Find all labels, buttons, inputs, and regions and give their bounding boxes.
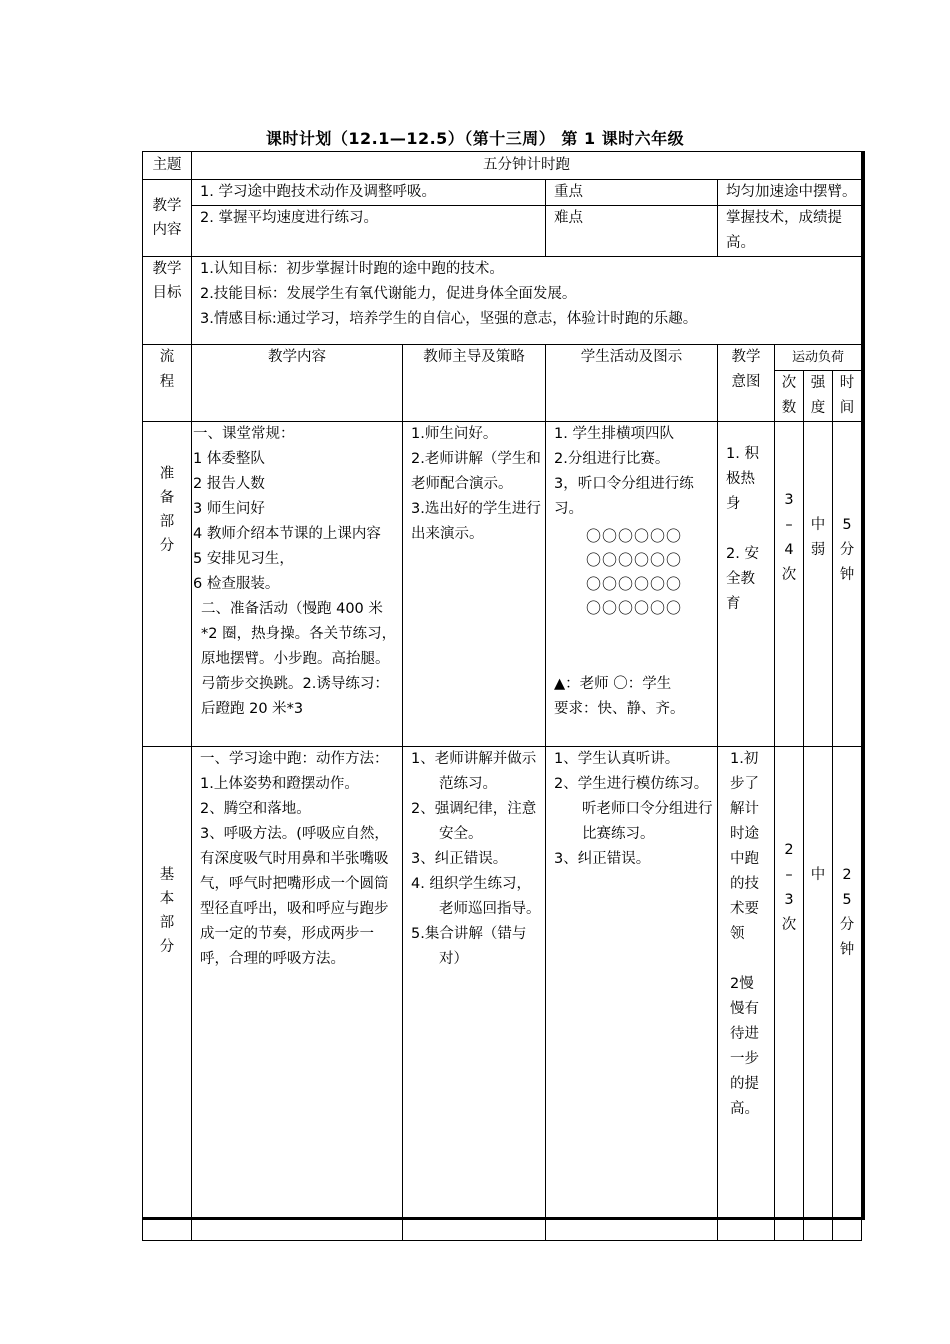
key-label: 重点 bbox=[546, 180, 718, 206]
prep-teacher-line: 1.师生问好。 bbox=[411, 426, 498, 442]
prep-content-line: 1 体委整队 bbox=[193, 451, 265, 467]
basic-student bbox=[546, 747, 718, 1241]
prep-count: 3 – 4 次 bbox=[775, 422, 804, 747]
goal-item-3: 3.情感目标:通过学习，培养学生的自信心，坚强的意志，体验计时跑的乐趣。 bbox=[200, 311, 698, 327]
prep-intent: 1. 积极热身 2. 安全教育 bbox=[718, 422, 775, 747]
header-time: 时 间 bbox=[833, 371, 862, 422]
prep-content-line: 3 师生问好 bbox=[193, 501, 265, 517]
basic-teacher-line: 1、老师讲解并做示范练习。 bbox=[411, 751, 537, 792]
header-intent: 教学 意图 bbox=[718, 345, 775, 422]
basic-label: 基 本 部 分 bbox=[143, 747, 192, 1241]
prep-student-line: 3，听口令分组进行练习。 bbox=[554, 476, 694, 517]
formation-row: 〇〇〇〇〇〇 bbox=[585, 599, 682, 617]
goals-row bbox=[143, 257, 862, 345]
formation-row: 〇〇〇〇〇〇 bbox=[585, 551, 682, 569]
basic-content-line: 1.上体姿势和蹬摆动作。 bbox=[200, 776, 359, 792]
prep-content-line: 4 教师介绍本节课的上课内容 bbox=[193, 526, 381, 542]
basic-student-line: 3、纠正错误。 bbox=[554, 851, 651, 867]
basic-intensity: 中 bbox=[804, 747, 833, 1241]
key-value: 均匀加速途中摆臂。 bbox=[718, 180, 862, 206]
goals-cell bbox=[192, 257, 862, 345]
content-item-1: 1. 学习途中跑技术动作及调整呼吸。 bbox=[192, 180, 546, 206]
lesson-plan-table bbox=[142, 151, 862, 1241]
prep-requirement: 要求：快、静、齐。 bbox=[554, 701, 685, 717]
header-student: 学生活动及图示 bbox=[546, 345, 718, 422]
basic-teacher-line: 3、纠正错误。 bbox=[411, 851, 508, 867]
page-title: 课时计划（12.1—12.5）（第十三周） 第 1 课时六年级 bbox=[265, 129, 685, 148]
difficulty-label: 难点 bbox=[546, 206, 718, 257]
prep-student bbox=[546, 422, 718, 747]
header-row-1 bbox=[143, 345, 862, 371]
prep-intensity: 中 弱 bbox=[804, 422, 833, 747]
content-row-2 bbox=[143, 206, 862, 257]
prep-content-line: 5 安排见习生， bbox=[193, 551, 294, 567]
content-row-1 bbox=[143, 180, 862, 206]
header-load: 运动负荷 bbox=[775, 345, 862, 371]
prep-content-line: 二、准备活动（慢跑 400 米 *2 圈，热身操。各关节练习，原地摆臂。小步跑。高抬腿。弓箭步交换跳。2.诱导练习：后蹬跑 20 米*3 bbox=[201, 601, 397, 717]
prep-content-line: 2 报告人数 bbox=[193, 476, 265, 492]
header-teacher: 教师主导及策略 bbox=[403, 345, 546, 422]
prep-label: 准 备 部 分 bbox=[143, 422, 192, 747]
formation-row: 〇〇〇〇〇〇 bbox=[585, 527, 682, 545]
basic-student-line: 1、学生认真听讲。 bbox=[554, 751, 680, 767]
prep-student-line: 2.分组进行比赛。 bbox=[554, 451, 670, 467]
basic-time: 2 5 分 钟 bbox=[833, 747, 862, 1241]
basic-teacher-line: 4. 组织学生练习，老师巡回指导。 bbox=[411, 876, 541, 917]
prep-row bbox=[143, 422, 862, 747]
formation-row: 〇〇〇〇〇〇 bbox=[585, 575, 682, 593]
header-flow: 流 程 bbox=[143, 345, 192, 422]
basic-content-line: 2、腾空和落地。 bbox=[200, 801, 311, 817]
basic-teacher-line: 2、强调纪律，注意安全。 bbox=[411, 801, 537, 842]
prep-content-line: 6 检查服装。 bbox=[193, 576, 280, 592]
theme-label: 主题 bbox=[143, 152, 192, 180]
basic-intent: 1.初步了解计时途中跑的技术要领 2慢慢有待进一步的提高。 bbox=[718, 747, 775, 1241]
prep-student-line: 1. 学生排横项四队 bbox=[554, 426, 674, 442]
header-intensity: 强 度 bbox=[804, 371, 833, 422]
difficulty-value: 掌握技术，成绩提高。 bbox=[718, 206, 862, 257]
header-teach-content: 教学内容 bbox=[192, 345, 403, 422]
formation-legend: ▲：老师 〇：学生 bbox=[554, 676, 672, 692]
prep-content-line: 一、课堂常规： bbox=[193, 426, 295, 442]
basic-count: 2 – 3 次 bbox=[775, 747, 804, 1241]
content-item-2: 2. 掌握平均速度进行练习。 bbox=[192, 206, 546, 257]
prep-teacher bbox=[403, 422, 546, 747]
basic-row bbox=[143, 747, 862, 1241]
prep-teacher-line: 3.选出好的学生进行出来演示。 bbox=[411, 501, 541, 542]
content-label: 教学 内容 bbox=[143, 180, 192, 257]
goals-label: 教学 目标 bbox=[143, 257, 192, 345]
formation-diagram bbox=[554, 524, 714, 620]
theme-value: 五分钟计时跑 bbox=[192, 152, 862, 180]
basic-content-line: 一、学习途中跑：动作方法： bbox=[200, 751, 389, 767]
header-count: 次 数 bbox=[775, 371, 804, 422]
basic-content bbox=[192, 747, 403, 1241]
prep-teacher-line: 2.老师讲解（学生和老师配合演示。 bbox=[411, 451, 541, 492]
basic-teacher bbox=[403, 747, 546, 1241]
basic-teacher-line: 5.集合讲解（错与对） bbox=[411, 926, 527, 967]
prep-content bbox=[192, 422, 403, 747]
prep-time: 5 分 钟 bbox=[833, 422, 862, 747]
theme-row bbox=[143, 152, 862, 180]
basic-content-line: 3、呼吸方法。(呼吸应自然，有深度吸气时用鼻和半张嘴吸气，呼气时把嘴形成一个圆筒型径直呼出，吸和呼应与跑步成一定的节奏，形成两步一呼，合理的呼吸方法。 bbox=[200, 826, 389, 967]
basic-student-line: 2、学生进行模仿练习。听老师口令分组进行比赛练习。 bbox=[554, 776, 713, 842]
goal-item-2: 2.技能目标：发展学生有氧代谢能力，促进身体全面发展。 bbox=[200, 286, 577, 302]
goal-item-1: 1.认知目标：初步掌握计时跑的途中跑的技术。 bbox=[200, 261, 504, 277]
